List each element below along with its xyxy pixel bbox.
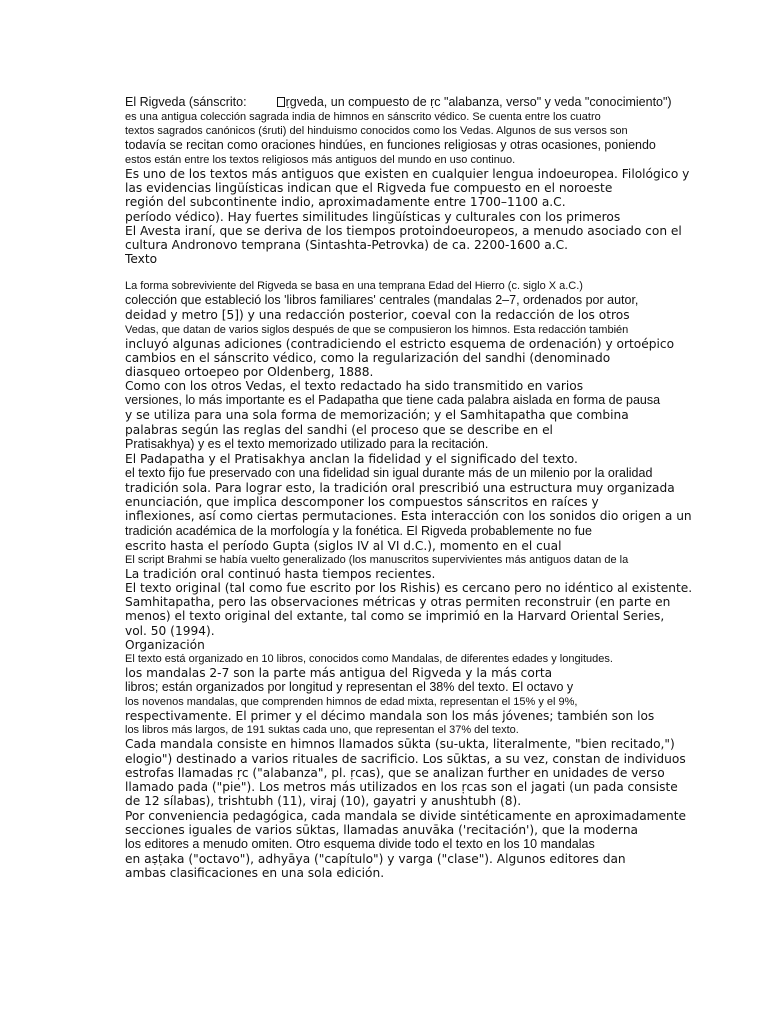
text-line: libros; están organizados por longitud y representan el 38% del texto. El octavo y (125, 680, 574, 695)
text-line: Como con los otros Vedas, el texto redactado ha sido transmitido en varios (125, 379, 584, 394)
text-line: tradición sola. Para lograr esto, la tradición oral prescribió una estructura muy organizada (125, 481, 675, 496)
text-line: región del subcontinente indio, aproximadamente entre 1700–1100 a.C. (125, 195, 566, 210)
text-line: los novenos mandalas, que comprenden himnos de edad mixta, representan el 15% y el 9%, (125, 696, 578, 709)
text-line: los editores a menudo omiten. Otro esquema divide todo el texto en los 10 mandalas (125, 836, 595, 851)
paragraph-gap (125, 266, 715, 279)
text-line: diasqueo ortoepeo por Oldenberg, 1888. (125, 365, 374, 380)
text-line: estrofas llamadas ṛc ("alabanza", pl. ṛcas), que se analizan further en unidades de verso (125, 765, 665, 780)
title-start: El Rigveda (sánscrito: (125, 95, 247, 109)
missing-glyph-icon (277, 97, 285, 107)
text-line: cambios en el sánscrito védico, como la regularización del sandhi (denominado (125, 350, 611, 365)
text-line: vol. 50 (1994). (125, 623, 215, 638)
text-line: todavía se recitan como oraciones hindúes, en funciones religiosas y otras ocasiones, poniendo (125, 138, 656, 152)
text-line: palabras según las reglas del sandhi (el proceso que se describe en el (125, 422, 553, 437)
text-line: La forma sobreviviente del Rigveda se basa en una temprana Edad del Hierro (c. siglo X a.C.) (125, 280, 583, 293)
text-line: Texto (125, 252, 158, 267)
text-line: período védico). Hay fuertes similitudes lingüísticas y culturales con los primeros (125, 209, 621, 224)
title-line (125, 95, 715, 110)
text-line: colección que estableció los 'libros familiares' centrales (mandalas 2–7, ordenados por autor, (125, 293, 639, 308)
text-line: Vedas, que datan de varios siglos después de que se compusieron los himnos. Esta redacción también (125, 323, 629, 336)
text-line: tradición académica de la morfología y la fonética. El Rigveda probablemente no fue (125, 523, 592, 538)
title-rest: ṛgveda, un compuesto de ṛc "alabanza, verso" y veda "conocimiento") (285, 95, 672, 109)
text-line: llamado pada ("pie"). Los metros más utilizados en los ṛcas son el jagati (un pada consiste (125, 780, 678, 795)
text-line: El texto está organizado en 10 libros, conocidos como Mandalas, de diferentes edades y longitudes. (125, 653, 613, 666)
text-line: El script Brahmi se había vuelto generalizado (los manuscritos supervivientes más antiguos datan de la (125, 553, 629, 566)
text-line: el texto fijo fue preservado con una fidelidad sin igual durante más de un milenio por la oralidad (125, 466, 653, 481)
text-line: Cada mandala consiste en himnos llamados sūkta (su-ukta, literalmente, "bien recitado,") (125, 737, 675, 752)
text-line: incluyó algunas adiciones (contradiciendo el estricto esquema de ordenación) y ortoépico (125, 336, 675, 351)
text-line: es una antigua colección sagrada india de himnos en sánscrito védico. Se cuenta entre los cuatro (125, 111, 601, 123)
text-line: enunciación, que implica descomponer los compuestos sánscritos en raíces y (125, 495, 599, 510)
text-line: Es uno de los textos más antiguos que existen en cualquier lengua indoeuropea. Filológico y (125, 167, 690, 181)
text-line: y se utiliza para una sola forma de memorización; y el Samhitapatha que combina (125, 408, 629, 423)
text-line: textos sagrados canónicos (śruti) del hinduismo conocidos como los Vedas. Algunos de sus versos son (125, 125, 628, 137)
text-line: Pratisakhya) y es el texto memorizado utilizado para la recitación. (125, 436, 489, 451)
text-line: las evidencias lingüísticas indican que el Rigveda fue compuesto en el noroeste (125, 181, 613, 196)
text-line: deidad y metro [5]) y una redacción posterior, coeval con la redacción de los otros (125, 308, 630, 323)
text-line: cultura Andronovo temprana (Sintashta-Petrovka) de ca. 2200-1600 a.C. (125, 238, 568, 253)
text-line: de 12 sílabas), trishtubh (11), viraj (10), gayatri y anushtubh (8). (125, 794, 522, 809)
text-line: El texto original (tal como fue escrito por los Rishis) es cercano pero no idéntico al existente. (125, 581, 693, 596)
text-line: inflexiones, así como ciertas permutaciones. Esta interacción con los sonidos dio origen a un (125, 509, 692, 524)
text-line: Por conveniencia pedagógica, cada mandala se divide sintéticamente en aproximadamente (125, 808, 687, 823)
text-line: secciones iguales de varios sūktas, llamadas anuvāka ('recitación'), que la moderna (125, 822, 639, 837)
text-line: Organización (125, 637, 205, 652)
text-line: La tradición oral continuó hasta tiempos recientes. (125, 566, 436, 581)
text-line: elogio") destinado a varios rituales de sacrificio. Los sūktas, a su vez, constan de individuos (125, 751, 686, 766)
text-line: respectivamente. El primer y el décimo mandala son los más jóvenes; también son los (125, 709, 655, 724)
document-body (125, 95, 715, 880)
text-line: escrito hasta el período Gupta (siglos IV al VI d.C.), momento en el cual (125, 538, 562, 553)
text-line: los mandalas 2-7 son la parte más antigua del Rigveda y la más corta (125, 666, 553, 681)
text-line: en aṣṭaka ("octavo"), adhyāya ("capítulo") y varga ("clase"). Algunos editores dan (125, 851, 626, 866)
text-line: los libros más largos, de 191 suktas cada uno, que representan el 37% del texto. (125, 724, 519, 737)
text-line: El Avesta iraní, que se deriva de los tiempos protoindoeuropeos, a menudo asociado con el (125, 223, 682, 238)
text-line: versiones, lo más importante es el Padapatha que tiene cada palabra aislada en forma de pausa (125, 393, 661, 408)
text-line: El Padapatha y el Pratisakhya anclan la fidelidad y el significado del texto. (125, 451, 578, 466)
text-line: ambas clasificaciones en una sola edición. (125, 866, 385, 881)
text-line: estos están entre los textos religiosos más antiguos del mundo en uso continuo. (125, 154, 516, 166)
text-line: menos) el texto original del extante, tal como se imprimió en la Harvard Oriental Series, (125, 609, 665, 624)
text-line: Samhitapatha, pero las observaciones métricas y otras permiten reconstruir (en parte en (125, 595, 671, 610)
